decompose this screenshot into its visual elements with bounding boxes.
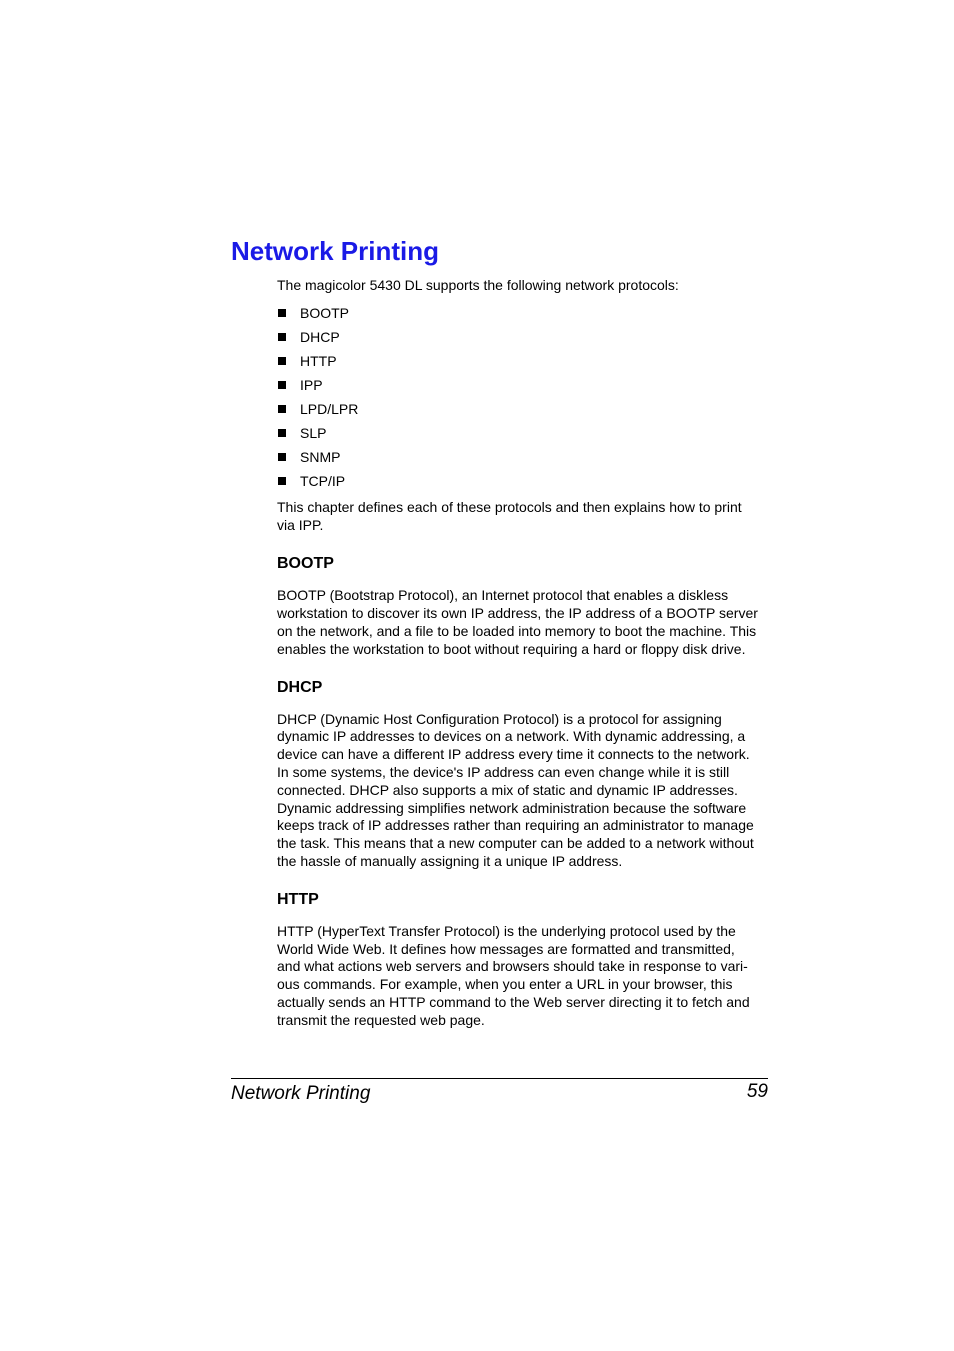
protocol-label: TCP/IP (300, 472, 346, 489)
protocol-label: SNMP (300, 448, 341, 465)
list-item (277, 349, 769, 373)
section-body-http (277, 923, 769, 1030)
list-item (277, 397, 769, 421)
text-line: and what actions web servers and browsers should take in response to vari- (277, 958, 748, 975)
protocol-label: SLP (300, 424, 327, 441)
section-heading-bootp: BOOTP (277, 555, 334, 573)
main-content (277, 277, 769, 1030)
text-line: ous commands. For example, when you enter a URL in your browser, this (277, 976, 733, 993)
text-line: enables the workstation to boot without requiring a hard or floppy disk drive. (277, 640, 746, 657)
square-bullet-icon (278, 381, 286, 389)
protocol-label: IPP (300, 376, 323, 393)
list-item (277, 301, 769, 325)
text-line: actually sends an HTTP command to the Web server directing it to fetch and (277, 993, 750, 1010)
text-line: dynamic IP addresses to devices on a network. With dynamic addressing, a (277, 728, 746, 745)
section-heading-dhcp: DHCP (277, 678, 323, 696)
text-line: the task. This means that a new computer can be added to a network without (277, 835, 754, 852)
square-bullet-icon (278, 309, 286, 317)
text-line: device can have a different IP address every time it connects to the network. (277, 746, 750, 763)
closing-paragraph (277, 499, 769, 535)
text-line: This chapter defines each of these protocols and then explains how to print (277, 498, 742, 515)
square-bullet-icon (278, 405, 286, 413)
section-heading-http: HTTP (277, 890, 319, 908)
protocol-label: HTTP (300, 352, 337, 369)
footer-title: Network Printing (231, 1083, 371, 1104)
text-line: transmit the requested web page. (277, 1011, 485, 1028)
text-line: the hassle of manually assigning it a unique IP address. (277, 852, 623, 869)
list-item (277, 421, 769, 445)
protocol-list (277, 301, 769, 493)
footer-divider (231, 1078, 768, 1079)
square-bullet-icon (278, 357, 286, 365)
text-line: HTTP (HyperText Transfer Protocol) is the underlying protocol used by the (277, 922, 736, 939)
section-body-dhcp (277, 711, 769, 871)
page-title: Network Printing (231, 236, 440, 266)
square-bullet-icon (278, 453, 286, 461)
list-item (277, 325, 769, 349)
text-line: BOOTP (Bootstrap Protocol), an Internet protocol that enables a diskless (277, 587, 729, 604)
square-bullet-icon (278, 333, 286, 341)
square-bullet-icon (278, 429, 286, 437)
text-line: In some systems, the device's IP address can even change while it is still (277, 763, 730, 780)
text-line: connected. DHCP also supports a mix of static and dynamic IP addresses. (277, 781, 738, 798)
text-line: Dynamic addressing simplifies network administration because the software (277, 799, 747, 816)
page-number: 59 (746, 1081, 768, 1102)
text-line: DHCP (Dynamic Host Configuration Protocol) is a protocol for assigning (277, 710, 722, 727)
text-line: workstation to discover its own IP address, the IP address of a BOOTP server (277, 605, 758, 622)
text-line: keeps track of IP addresses rather than requiring an administrator to manage (277, 817, 754, 834)
protocol-label: DHCP (300, 328, 340, 345)
list-item (277, 373, 769, 397)
protocol-label: LPD/LPR (300, 400, 359, 417)
square-bullet-icon (278, 477, 286, 485)
intro-paragraph: The magicolor 5430 DL supports the following network protocols: (277, 277, 679, 293)
text-line: World Wide Web. It defines how messages are formatted and transmitted, (277, 940, 735, 957)
list-item (277, 445, 769, 469)
protocol-label: BOOTP (300, 304, 350, 321)
text-line: via IPP. (277, 516, 324, 533)
list-item (277, 469, 769, 493)
section-body-bootp (277, 587, 769, 658)
text-line: on the network, and a file to be loaded into memory to boot the machine. This (277, 622, 757, 639)
